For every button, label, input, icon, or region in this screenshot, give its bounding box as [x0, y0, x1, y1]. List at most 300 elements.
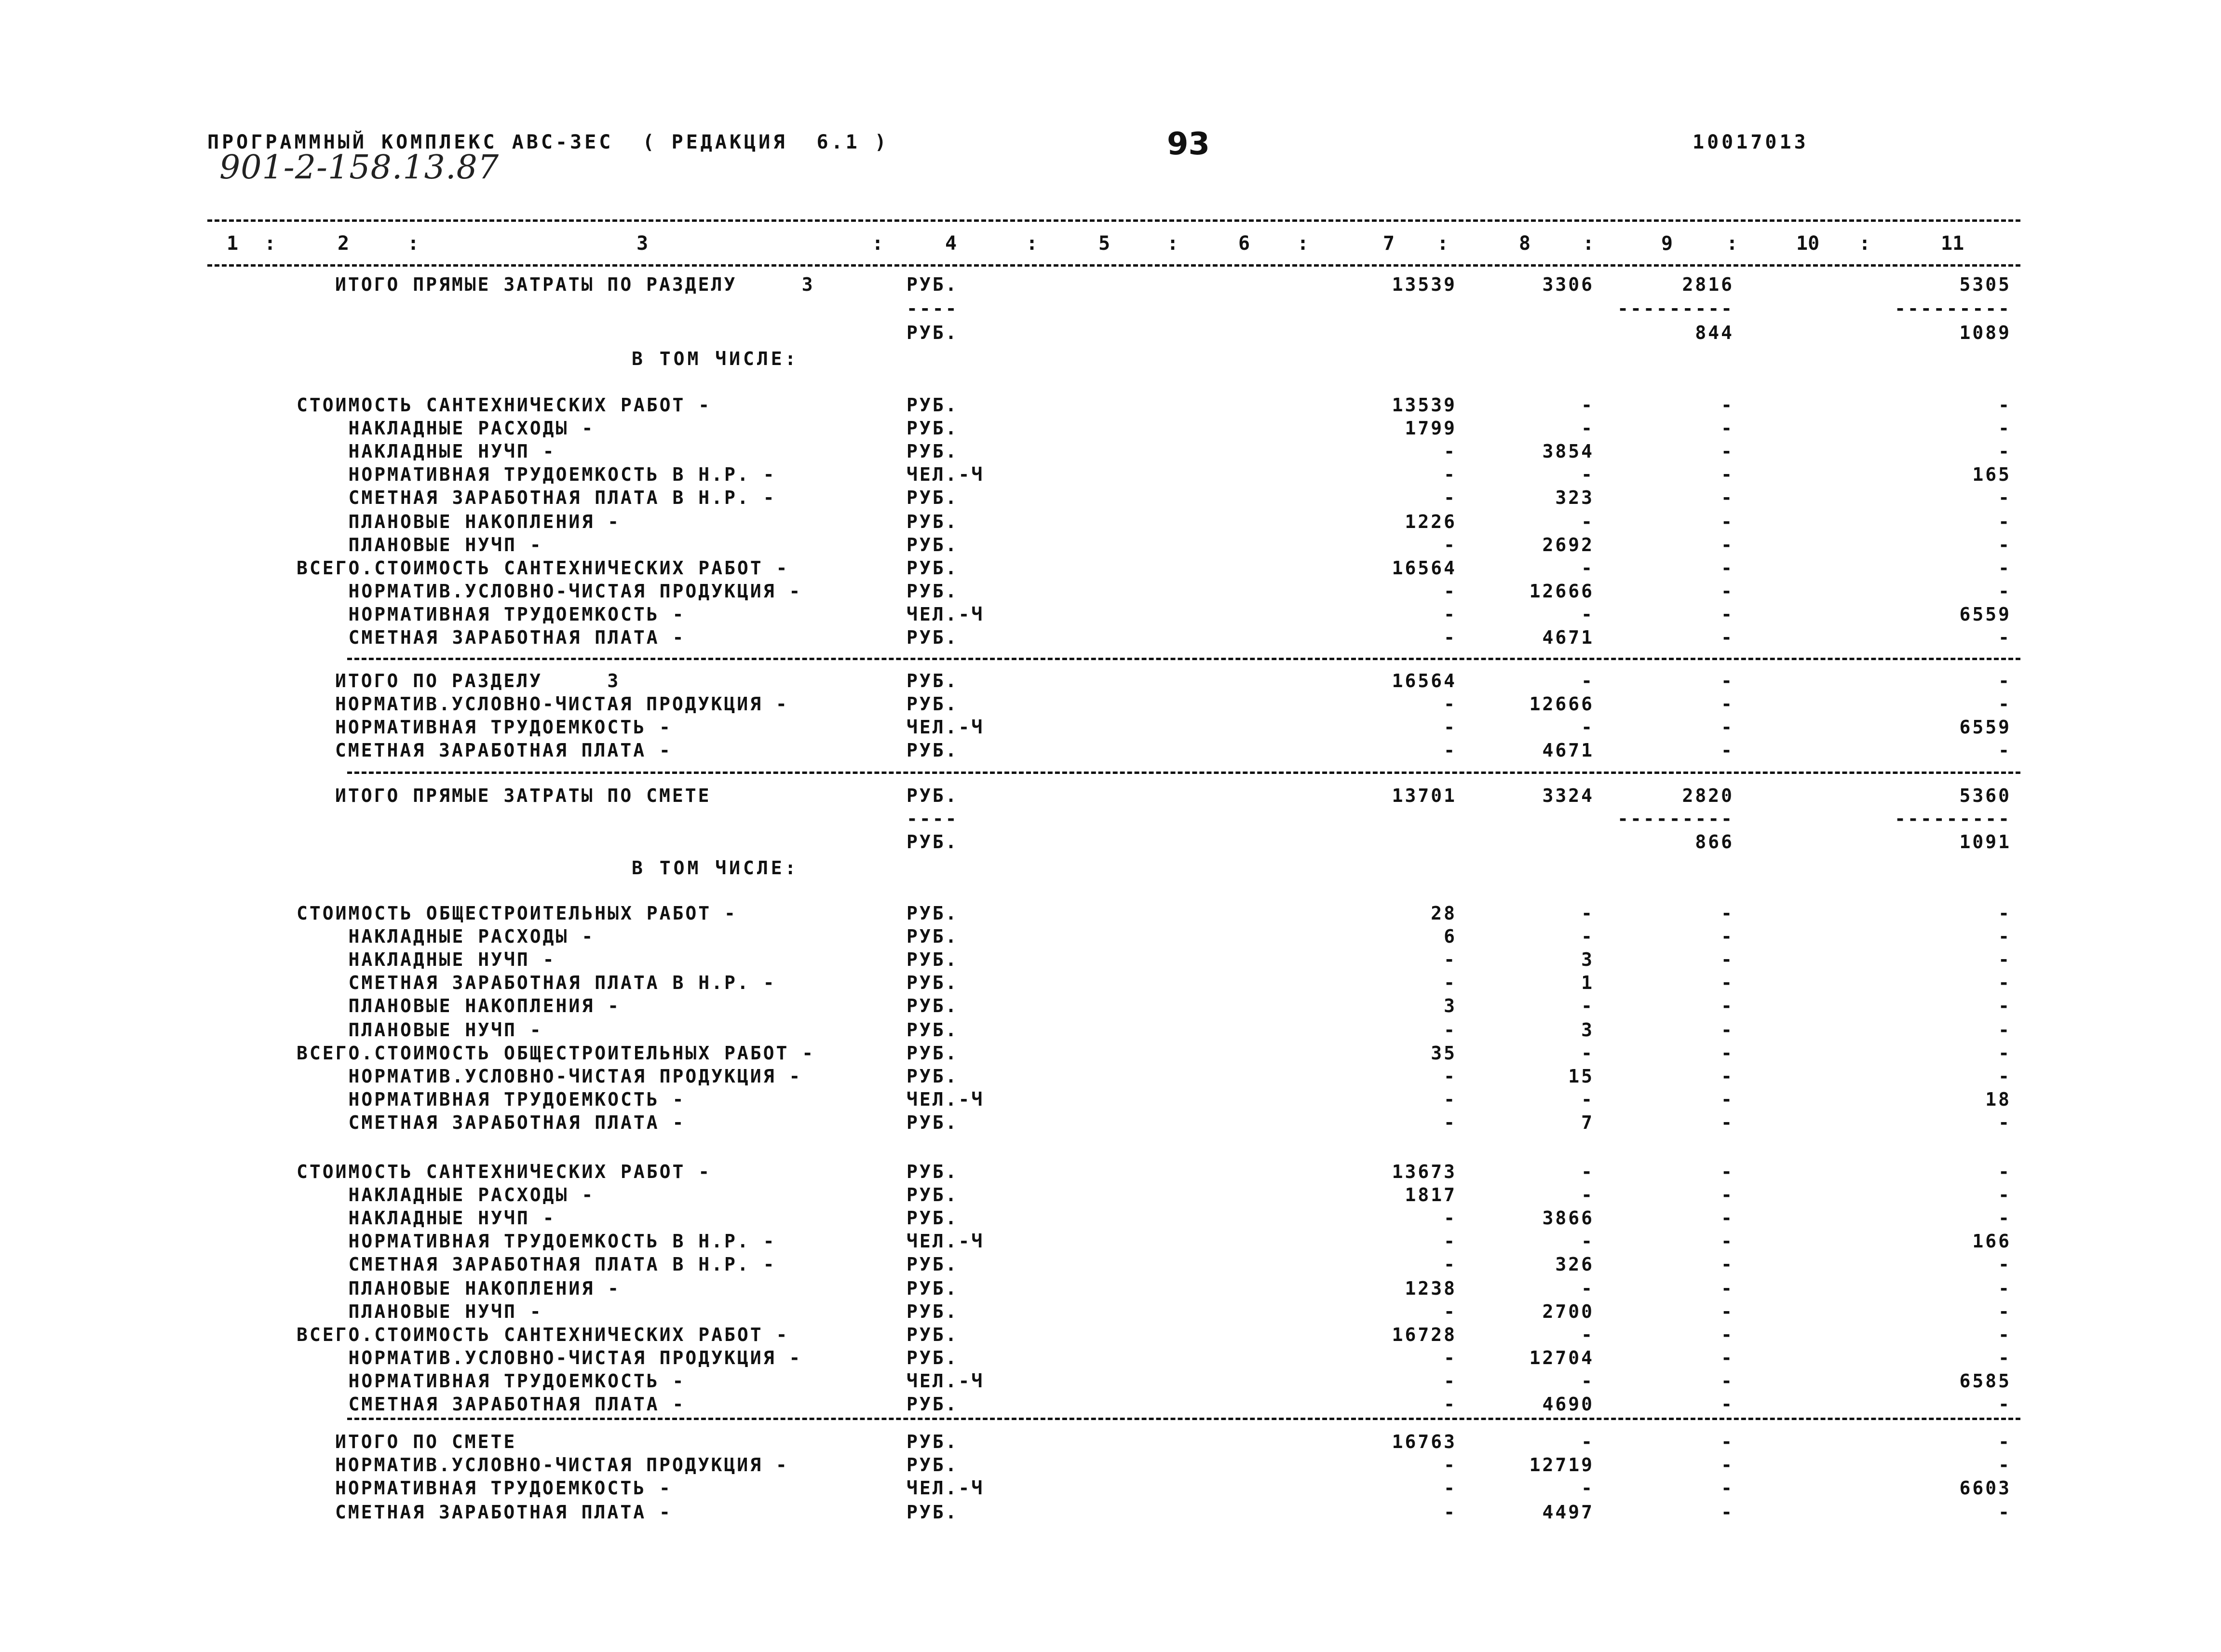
row-unit: РУБ.	[907, 949, 959, 970]
row-label: НОРМАТИВ.УСЛОВНО-ЧИСТАЯ ПРОДУКЦИЯ -	[297, 581, 802, 602]
cell-col11: -	[1998, 1066, 2011, 1087]
table-row	[0, 1043, 2221, 1066]
cell-col8: 3854	[1542, 441, 1594, 462]
cell-col9: -	[1721, 693, 1734, 715]
row-label: НАКЛАДНЫЕ НУЧП -	[297, 441, 556, 462]
row-unit: РУБ.	[907, 1278, 959, 1299]
row-label: ПЛАНОВЫЕ НУЧП -	[297, 1301, 543, 1322]
cell-col7: -	[1444, 972, 1457, 993]
table-row	[0, 581, 2221, 604]
table-row	[0, 441, 2221, 464]
column-number: :	[407, 232, 420, 255]
row-unit: РУБ.	[907, 511, 959, 532]
cell-col8: 12719	[1529, 1454, 1594, 1476]
row-label: НОРМАТИВ.УСЛОВНО-ЧИСТАЯ ПРОДУКЦИЯ -	[335, 1454, 789, 1476]
table-row	[0, 557, 2221, 581]
cell-col7: 1238	[1405, 1278, 1457, 1299]
cell-col11: -	[1998, 511, 2011, 532]
row-label: ИТОГО ПО СМЕТЕ	[335, 1431, 517, 1452]
table-row	[0, 785, 2221, 808]
cell-col9: ---------	[1617, 808, 1734, 829]
row-label: СТОИМОСТЬ ОБЩЕСТРОИТЕЛЬНЫХ РАБОТ -	[297, 903, 737, 924]
cell-col9: -	[1721, 1112, 1734, 1133]
cell-col8: 4671	[1542, 740, 1594, 761]
cell-col8: 3306	[1542, 274, 1594, 295]
row-unit: РУБ.	[907, 926, 959, 947]
cell-col9: -	[1721, 534, 1734, 555]
table-row	[0, 926, 2221, 949]
row-label: ВСЕГО.СТОИМОСТЬ ОБЩЕСТРОИТЕЛЬНЫХ РАБОТ -	[297, 1043, 815, 1064]
row-unit: РУБ.	[907, 1431, 959, 1452]
cell-col11: -	[1998, 926, 2011, 947]
cell-col7: -	[1444, 441, 1457, 462]
cell-col9: -	[1721, 394, 1734, 416]
cell-col7: -	[1444, 1112, 1457, 1133]
cell-col7: -	[1444, 627, 1457, 648]
table-row	[0, 1301, 2221, 1324]
column-number: :	[872, 232, 884, 255]
cell-col11: ---------	[1895, 298, 2011, 319]
cell-col8: 2700	[1542, 1301, 1594, 1322]
cell-col8: -	[1581, 464, 1594, 485]
row-label: ИТОГО ПО РАЗДЕЛУ 3	[335, 670, 621, 691]
cell-col8: 12704	[1529, 1347, 1594, 1368]
table-row	[0, 808, 2221, 831]
cell-col8: -	[1581, 717, 1594, 738]
row-unit: ЧЕЛ.-Ч	[907, 1231, 985, 1252]
cell-col8: -	[1581, 511, 1594, 532]
cell-col7: 3	[1444, 995, 1457, 1016]
table-row	[0, 394, 2221, 418]
cell-col8: -	[1581, 926, 1594, 947]
cell-col7: -	[1444, 1347, 1457, 1368]
cell-col7: -	[1444, 693, 1457, 715]
row-unit: РУБ.	[907, 1254, 959, 1275]
cell-col11: 1089	[1959, 322, 2011, 343]
cell-col8: -	[1581, 1477, 1594, 1499]
row-label: ИТОГО ПРЯМЫЕ ЗАТРАТЫ ПО СМЕТЕ	[335, 785, 711, 806]
column-number: 10	[1796, 232, 1820, 255]
cell-col11: -	[1998, 1431, 2011, 1452]
cell-col9: -	[1721, 1184, 1734, 1205]
row-label: СМЕТНАЯ ЗАРАБОТНАЯ ПЛАТА В Н.Р. -	[297, 972, 776, 993]
cell-col9: -	[1721, 1066, 1734, 1087]
cell-col9: -	[1721, 995, 1734, 1016]
row-label: НАКЛАДНЫЕ РАСХОДЫ -	[297, 1184, 595, 1205]
table-row	[0, 1161, 2221, 1184]
row-unit: РУБ.	[907, 1066, 959, 1087]
row-unit: РУБ.	[907, 740, 959, 761]
cell-col8: -	[1581, 1161, 1594, 1182]
cell-col8: 4497	[1542, 1502, 1594, 1523]
cell-col8: 3866	[1542, 1207, 1594, 1229]
row-label: НОРМАТИВНАЯ ТРУДОЕМКОСТЬ -	[335, 717, 672, 738]
cell-col11: -	[1998, 670, 2011, 691]
cell-col7: 13701	[1392, 785, 1457, 806]
cell-col8: -	[1581, 1184, 1594, 1205]
row-label: ИТОГО ПРЯМЫЕ ЗАТРАТЫ ПО РАЗДЕЛУ 3	[335, 274, 815, 295]
cell-col7: 35	[1431, 1043, 1457, 1064]
row-label: СМЕТНАЯ ЗАРАБОТНАЯ ПЛАТА -	[297, 1112, 686, 1133]
cell-col9: -	[1721, 464, 1734, 485]
row-label: НОРМАТИВНАЯ ТРУДОЕМКОСТЬ -	[297, 1370, 686, 1392]
cell-col11: -	[1998, 1301, 2011, 1322]
cell-col11: -	[1998, 1278, 2011, 1299]
cell-col7: -	[1444, 1019, 1457, 1041]
cell-col11: 18	[1985, 1089, 2011, 1110]
cell-col9: -	[1721, 949, 1734, 970]
row-label: ВСЕГО.СТОИМОСТЬ САНТЕХНИЧЕСКИХ РАБОТ -	[297, 557, 789, 579]
row-label: НОРМАТИВНАЯ ТРУДОЕМКОСТЬ В Н.Р. -	[297, 1231, 776, 1252]
cell-col7: 6	[1444, 926, 1457, 947]
cell-col11: -	[1998, 1019, 2011, 1041]
table-row	[0, 604, 2221, 627]
cell-col9: -	[1721, 604, 1734, 625]
cell-col11: -	[1998, 627, 2011, 648]
cell-col7: -	[1444, 534, 1457, 555]
row-label: НАКЛАДНЫЕ НУЧП -	[297, 1207, 556, 1229]
cell-col11: -	[1998, 487, 2011, 508]
row-unit: РУБ.	[907, 1184, 959, 1205]
cell-col9: 844	[1695, 322, 1734, 343]
cell-col7: -	[1444, 1207, 1457, 1229]
rule-section-end-1	[347, 658, 2020, 660]
rule-under-columns	[207, 264, 2020, 267]
cell-col9: -	[1721, 581, 1734, 602]
cell-col8: 7	[1581, 1112, 1594, 1133]
cell-col8: -	[1581, 1043, 1594, 1064]
cell-col9: 2820	[1682, 785, 1734, 806]
column-number: :	[1437, 232, 1449, 255]
column-number: 9	[1661, 232, 1673, 255]
cell-col11: 5360	[1959, 785, 2011, 806]
row-unit: ЧЕЛ.-Ч	[907, 464, 985, 485]
cell-col11: ---------	[1895, 808, 2011, 829]
cell-col9: -	[1721, 557, 1734, 579]
cell-col8: -	[1581, 1324, 1594, 1345]
row-unit: РУБ.	[907, 1324, 959, 1345]
cell-col7: -	[1444, 740, 1457, 761]
cell-col7: -	[1444, 1477, 1457, 1499]
cell-col11: -	[1998, 995, 2011, 1016]
cell-col8: -	[1581, 604, 1594, 625]
row-unit: РУБ.	[907, 1301, 959, 1322]
row-unit: РУБ.	[907, 487, 959, 508]
cell-col8: 2692	[1542, 534, 1594, 555]
cell-col11: -	[1998, 1454, 2011, 1476]
row-unit: РУБ.	[907, 903, 959, 924]
cell-col7: -	[1444, 1370, 1457, 1392]
column-number: 2	[338, 232, 350, 255]
row-label: СМЕТНАЯ ЗАРАБОТНАЯ ПЛАТА -	[297, 627, 686, 648]
table-row	[0, 1370, 2221, 1394]
table-row	[0, 1278, 2221, 1301]
table-row	[0, 1066, 2221, 1089]
column-number: 7	[1383, 232, 1395, 255]
header-program: ПРОГРАММНЫЙ КОМПЛЕКС АВС-3ЕС ( РЕДАКЦИЯ 6.1 )	[207, 131, 889, 153]
cell-col7: -	[1444, 1394, 1457, 1415]
cell-col8: -	[1581, 670, 1594, 691]
cell-col9: -	[1721, 1301, 1734, 1322]
cell-col9: -	[1721, 903, 1734, 924]
table-row	[0, 693, 2221, 717]
row-label: ПЛАНОВЫЕ НУЧП -	[297, 534, 543, 555]
cell-col9: -	[1721, 1347, 1734, 1368]
cell-col8: 4671	[1542, 627, 1594, 648]
cell-col8: -	[1581, 418, 1594, 439]
row-unit: РУБ.	[907, 1161, 959, 1182]
table-row	[0, 1254, 2221, 1277]
rule-top	[207, 219, 2020, 222]
cell-col11: -	[1998, 949, 2011, 970]
cell-col7: -	[1444, 604, 1457, 625]
row-unit: РУБ.	[907, 1112, 959, 1133]
table-row	[0, 418, 2221, 441]
column-number: 4	[945, 232, 957, 255]
cell-col11: -	[1998, 581, 2011, 602]
cell-col9: -	[1721, 1161, 1734, 1182]
cell-col7: 16763	[1392, 1431, 1457, 1452]
cell-col9: -	[1721, 1207, 1734, 1229]
table-row	[0, 972, 2221, 995]
row-label: НОРМАТИВ.УСЛОВНО-ЧИСТАЯ ПРОДУКЦИЯ -	[297, 1347, 802, 1368]
column-number: :	[1026, 232, 1038, 255]
cell-col8: -	[1581, 1278, 1594, 1299]
table-row	[0, 717, 2221, 740]
cell-col11: -	[1998, 1394, 2011, 1415]
table-row	[0, 1324, 2221, 1347]
row-label: СМЕТНАЯ ЗАРАБОТНАЯ ПЛАТА В Н.Р. -	[297, 487, 776, 508]
subheader-a: В ТОМ ЧИСЛЕ:	[632, 348, 799, 369]
cell-col8: 3	[1581, 1019, 1594, 1041]
cell-col7: -	[1444, 1454, 1457, 1476]
row-label: НАКЛАДНЫЕ РАСХОДЫ -	[297, 926, 595, 947]
cell-col11: -	[1998, 534, 2011, 555]
cell-col11: -	[1998, 1254, 2011, 1275]
row-unit: РУБ.	[907, 322, 959, 343]
cell-col9: -	[1721, 1278, 1734, 1299]
table-row	[0, 274, 2221, 297]
cell-col8: -	[1581, 1231, 1594, 1252]
row-unit: РУБ.	[907, 534, 959, 555]
cell-col11: 165	[1972, 464, 2011, 485]
table-row	[0, 1019, 2221, 1043]
document-code: 10017013	[1693, 131, 1809, 153]
row-unit: РУБ.	[907, 394, 959, 416]
table-row	[0, 1454, 2221, 1477]
row-label: ВСЕГО.СТОИМОСТЬ САНТЕХНИЧЕСКИХ РАБОТ -	[297, 1324, 789, 1345]
cell-col8: 326	[1555, 1254, 1594, 1275]
row-unit: РУБ.	[907, 831, 959, 853]
cell-col8: -	[1581, 1370, 1594, 1392]
row-unit: РУБ.	[907, 581, 959, 602]
cell-col7: 16728	[1392, 1324, 1457, 1345]
cell-col8: 12666	[1529, 693, 1594, 715]
row-unit: РУБ.	[907, 418, 959, 439]
table-row	[0, 487, 2221, 510]
table-row	[0, 1089, 2221, 1112]
cell-col9: -	[1721, 1324, 1734, 1345]
row-label: СМЕТНАЯ ЗАРАБОТНАЯ ПЛАТА В Н.Р. -	[297, 1254, 776, 1275]
cell-col7: 1226	[1405, 511, 1457, 532]
cell-col9: -	[1721, 487, 1734, 508]
row-unit: РУБ.	[907, 670, 959, 691]
table-row	[0, 1477, 2221, 1501]
cell-col11: -	[1998, 1347, 2011, 1368]
cell-col11: 1091	[1959, 831, 2011, 853]
row-label: СТОИМОСТЬ САНТЕХНИЧЕСКИХ РАБОТ -	[297, 394, 712, 416]
row-unit: РУБ.	[907, 995, 959, 1016]
column-number: 1	[227, 232, 239, 255]
column-number: 5	[1098, 232, 1110, 255]
table-row	[0, 1184, 2221, 1207]
table-row	[0, 534, 2221, 557]
cell-col9: -	[1721, 441, 1734, 462]
column-number: :	[1297, 232, 1309, 255]
handwritten-reference: 901-2-158.13.87	[219, 149, 500, 187]
page-number: 93	[1167, 126, 1210, 162]
cell-col11: -	[1998, 1043, 2011, 1064]
cell-col9: -	[1721, 1454, 1734, 1476]
table-row	[0, 670, 2221, 693]
table-row	[0, 1207, 2221, 1231]
cell-col11: -	[1998, 1324, 2011, 1345]
cell-col11: 6585	[1959, 1370, 2011, 1392]
cell-col7: -	[1444, 1254, 1457, 1275]
row-unit: ЧЕЛ.-Ч	[907, 1370, 985, 1392]
cell-col9: -	[1721, 1043, 1734, 1064]
row-label: ПЛАНОВЫЕ НАКОПЛЕНИЯ -	[297, 1278, 621, 1299]
table-row	[0, 511, 2221, 534]
column-number: :	[1167, 232, 1179, 255]
row-unit: ЧЕЛ.-Ч	[907, 1477, 985, 1499]
subheader-b: В ТОМ ЧИСЛЕ:	[632, 857, 799, 879]
cell-col9: -	[1721, 740, 1734, 761]
cell-col9: -	[1721, 511, 1734, 532]
table-row	[0, 298, 2221, 321]
table-row	[0, 995, 2221, 1018]
rule-section-end-3	[347, 1418, 2020, 1420]
cell-col11: -	[1998, 394, 2011, 416]
column-number: 11	[1941, 232, 1964, 255]
row-label: НОРМАТИВНАЯ ТРУДОЕМКОСТЬ -	[335, 1477, 672, 1499]
cell-col7: -	[1444, 949, 1457, 970]
cell-col7: 13673	[1392, 1161, 1457, 1182]
cell-col9: -	[1721, 418, 1734, 439]
row-label: СМЕТНАЯ ЗАРАБОТНАЯ ПЛАТА -	[335, 1502, 672, 1523]
cell-col9: 2816	[1682, 274, 1734, 295]
cell-col7: -	[1444, 1502, 1457, 1523]
cell-col11: -	[1998, 1112, 2011, 1133]
cell-col9: 866	[1695, 831, 1734, 853]
cell-col7: -	[1444, 464, 1457, 485]
cell-col9: -	[1721, 1477, 1734, 1499]
row-unit: РУБ.	[907, 1207, 959, 1229]
cell-col8: -	[1581, 1431, 1594, 1452]
row-label: НОРМАТИВНАЯ ТРУДОЕМКОСТЬ В Н.Р. -	[297, 464, 776, 485]
column-number: :	[264, 232, 276, 255]
cell-col11: -	[1998, 557, 2011, 579]
cell-col9: -	[1721, 1231, 1734, 1252]
cell-col8: 1	[1581, 972, 1594, 993]
cell-col7: -	[1444, 1089, 1457, 1110]
table-row	[0, 1431, 2221, 1454]
row-unit: РУБ.	[907, 441, 959, 462]
cell-col9: ---------	[1617, 298, 1734, 319]
cell-col11: -	[1998, 1161, 2011, 1182]
row-unit: РУБ.	[907, 274, 959, 295]
row-unit: ЧЕЛ.-Ч	[907, 1089, 985, 1110]
cell-col7: 28	[1431, 903, 1457, 924]
cell-col7: 13539	[1392, 274, 1457, 295]
cell-col9: -	[1721, 1431, 1734, 1452]
cell-col11: -	[1998, 1184, 2011, 1205]
row-label: СТОИМОСТЬ САНТЕХНИЧЕСКИХ РАБОТ -	[297, 1161, 712, 1182]
column-number: :	[1726, 232, 1738, 255]
cell-col11: 166	[1972, 1231, 2011, 1252]
cell-col8: -	[1581, 903, 1594, 924]
cell-col9: -	[1721, 1370, 1734, 1392]
row-label: НОРМАТИВНАЯ ТРУДОЕМКОСТЬ -	[297, 604, 686, 625]
cell-col8: 12666	[1529, 581, 1594, 602]
table-row	[0, 1112, 2221, 1135]
row-label: ПЛАНОВЫЕ НАКОПЛЕНИЯ -	[297, 511, 621, 532]
column-number: 6	[1238, 232, 1250, 255]
cell-col7: 1817	[1405, 1184, 1457, 1205]
cell-col7: -	[1444, 1301, 1457, 1322]
table-row	[0, 464, 2221, 487]
table-row	[0, 903, 2221, 926]
row-label: НОРМАТИВ.УСЛОВНО-ЧИСТАЯ ПРОДУКЦИЯ -	[335, 693, 789, 715]
cell-col9: -	[1721, 670, 1734, 691]
cell-col11: -	[1998, 418, 2011, 439]
table-row	[0, 322, 2221, 345]
row-unit: РУБ.	[907, 1502, 959, 1523]
row-label: СМЕТНАЯ ЗАРАБОТНАЯ ПЛАТА -	[297, 1394, 686, 1415]
column-number: 8	[1519, 232, 1531, 255]
cell-col11: -	[1998, 441, 2011, 462]
cell-col9: -	[1721, 1254, 1734, 1275]
table-row	[0, 1347, 2221, 1370]
row-unit: РУБ.	[907, 693, 959, 715]
cell-col7: -	[1444, 581, 1457, 602]
table-row	[0, 831, 2221, 854]
cell-col8: -	[1581, 1089, 1594, 1110]
cell-col7: -	[1444, 717, 1457, 738]
row-label: НОРМАТИВ.УСЛОВНО-ЧИСТАЯ ПРОДУКЦИЯ -	[297, 1066, 802, 1087]
cell-col8: -	[1581, 995, 1594, 1016]
column-number: :	[1583, 232, 1595, 255]
cell-col8: 323	[1555, 487, 1594, 508]
row-unit: РУБ.	[907, 1043, 959, 1064]
cell-col7: -	[1444, 1066, 1457, 1087]
cell-col11: -	[1998, 1207, 2011, 1229]
cell-col8: -	[1581, 394, 1594, 416]
row-unit: РУБ.	[907, 785, 959, 806]
cell-col8: 3	[1581, 949, 1594, 970]
cell-col9: -	[1721, 627, 1734, 648]
row-unit: РУБ.	[907, 1454, 959, 1476]
row-label: НАКЛАДНЫЕ РАСХОДЫ -	[297, 418, 595, 439]
row-unit: РУБ.	[907, 1394, 959, 1415]
cell-col7: 1799	[1405, 418, 1457, 439]
row-label: ПЛАНОВЫЕ НАКОПЛЕНИЯ -	[297, 995, 621, 1016]
row-unit: ЧЕЛ.-Ч	[907, 604, 985, 625]
cell-col8: 15	[1568, 1066, 1594, 1087]
cell-col11: -	[1998, 693, 2011, 715]
row-unit: РУБ.	[907, 1347, 959, 1368]
cell-col11: -	[1998, 740, 2011, 761]
